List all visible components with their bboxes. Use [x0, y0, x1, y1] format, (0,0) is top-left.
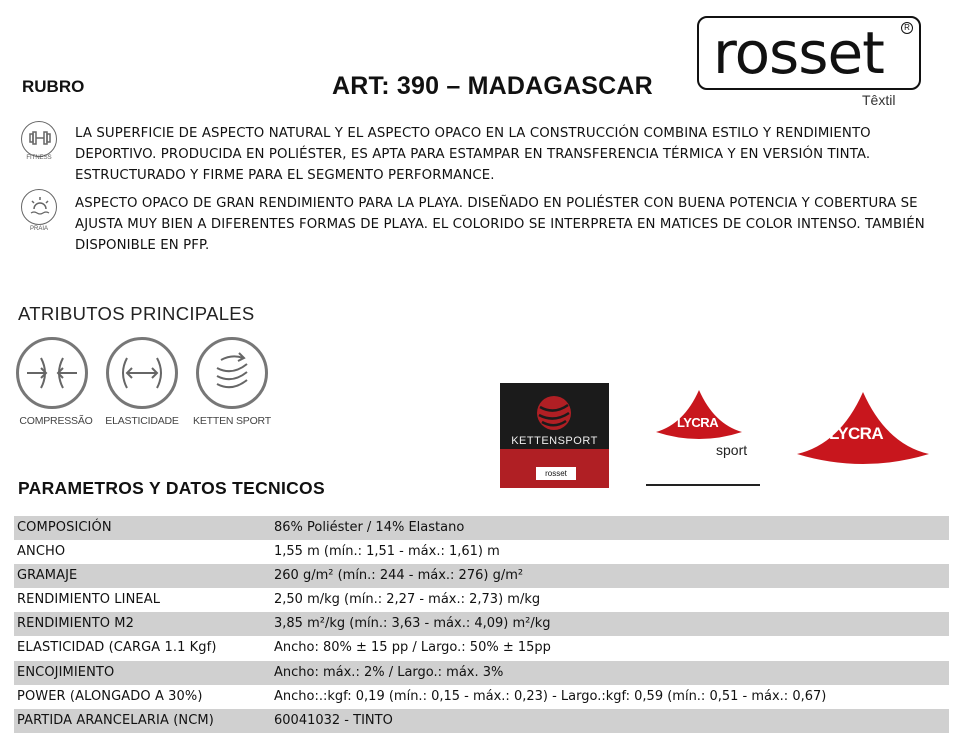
rubro-label: RUBRO	[22, 77, 85, 96]
rosset-logo	[697, 16, 921, 90]
table-row	[14, 516, 949, 540]
kettensport-logo	[500, 383, 609, 488]
lycra-sport-wordmark: LYCRA	[677, 415, 719, 430]
attribute-label: KETTEN SPORT	[193, 415, 271, 427]
attributes-heading: ATRIBUTOS PRINCIPALES	[18, 303, 255, 324]
usage-description-beach	[75, 193, 925, 256]
row-label: POWER (ALONGADO A 30%)	[17, 688, 203, 704]
row-value: 260 g/m² (mín.: 244 - máx.: 276) g/m²	[274, 568, 524, 584]
table-row	[14, 588, 949, 612]
sun-icon	[21, 189, 57, 225]
row-label: ANCHO	[17, 544, 66, 560]
divider	[646, 484, 760, 486]
ketten-sport-icon	[196, 337, 268, 409]
lycra-wordmark: LYCRA	[829, 424, 883, 443]
usage-line: ASPECTO OPACO DE GRAN RENDIMIENTO PARA LA PLAYA. DISEÑADO EN POLIÉSTER CON BUENA POTENCIA Y COBERTURA SE	[75, 196, 918, 211]
elasticity-icon	[106, 337, 178, 409]
usage-description-fitness	[75, 123, 871, 186]
usage-line: DISPONIBLE EN PFP.	[75, 238, 210, 253]
row-label: PARTIDA ARANCELARIA (NCM)	[17, 712, 214, 728]
kettensport-rosset-tag: rosset	[536, 467, 576, 480]
lycra-sport-logo	[646, 386, 760, 488]
registered-mark: R	[901, 22, 913, 34]
row-value: 2,50 m/kg (mín.: 2,27 - máx.: 2,73) m/kg	[274, 592, 541, 608]
table-row	[14, 685, 949, 709]
ketten-ball-icon	[534, 393, 574, 433]
attribute-label: ELASTICIDADE	[105, 415, 179, 427]
row-label: RENDIMIENTO LINEAL	[17, 592, 161, 608]
usage-line: ESTRUCTURADO Y FIRME PARA EL SEGMENTO PERFORMANCE.	[75, 168, 495, 183]
lycra-sport-sub: sport	[716, 442, 748, 458]
table-row	[14, 540, 949, 564]
lycra-triangle-icon	[654, 386, 744, 442]
row-value: 60041032 - TINTO	[274, 712, 393, 728]
lycra-logo	[795, 388, 931, 468]
usage-line: AJUSTA MUY BIEN A DIFERENTES FORMAS DE PLAYA. EL COLORIDO SE INTERPRETA EN MATICES DE COLOR INTENSO. TAMBIÉN	[75, 217, 925, 232]
row-value: Ancho: máx.: 2% / Largo.: máx. 3%	[274, 664, 504, 680]
tech-table	[14, 516, 949, 733]
table-row	[14, 661, 949, 685]
row-label: RENDIMIENTO M2	[17, 616, 134, 632]
usage-caption: FITNESS	[26, 155, 52, 161]
row-value: 3,85 m²/kg (mín.: 3,63 - máx.: 4,09) m²/kg	[274, 616, 551, 632]
usage-line: DEPORTIVO. PRODUCIDA EN POLIÉSTER, ES APTA PARA ESTAMPAR EN TRANSFERENCIA TÉRMICA Y EN VERSIÓN TINTA.	[75, 147, 871, 162]
row-value: Ancho:.:kgf: 0,19 (mín.: 0,15 - máx.: 0,23) - Largo.:kgf: 0,59 (mín.: 0,51 - máx.: 0,67)	[274, 688, 827, 704]
row-label: ELASTICIDAD (CARGA 1.1 Kgf)	[17, 640, 217, 656]
kettensport-wordmark: KETTENSPORT	[511, 435, 598, 447]
logo-word: rosset	[713, 19, 884, 87]
compression-icon	[16, 337, 88, 409]
attribute-label: COMPRESSÃO	[19, 415, 93, 427]
params-heading: PARAMETROS Y DATOS TECNICOS	[18, 478, 325, 498]
row-label: ENCOJIMIENTO	[17, 664, 115, 680]
row-value: 1,55 m (mín.: 1,51 - máx.: 1,61) m	[274, 544, 500, 560]
table-row	[14, 564, 949, 588]
table-row	[14, 709, 949, 733]
usage-line: LA SUPERFICIE DE ASPECTO NATURAL Y EL ASPECTO OPACO EN LA CONSTRUCCIÓN COMBINA ESTILO Y RENDIMIENTO	[75, 126, 871, 141]
table-row	[14, 636, 949, 660]
usage-caption: PRAIA	[29, 226, 48, 232]
row-label: COMPOSICIÓN	[17, 520, 112, 535]
article-title: ART: 390 – MADAGASCAR	[332, 72, 653, 100]
dumbbell-icon	[21, 121, 57, 157]
row-value: 86% Poliéster / 14% Elastano	[274, 520, 465, 535]
logo-subtitle: Têxtil	[862, 92, 896, 108]
table-row	[14, 612, 949, 636]
row-value: Ancho: 80% ± 15 pp / Largo.: 50% ± 15pp	[274, 640, 551, 656]
row-label: GRAMAJE	[17, 568, 78, 584]
